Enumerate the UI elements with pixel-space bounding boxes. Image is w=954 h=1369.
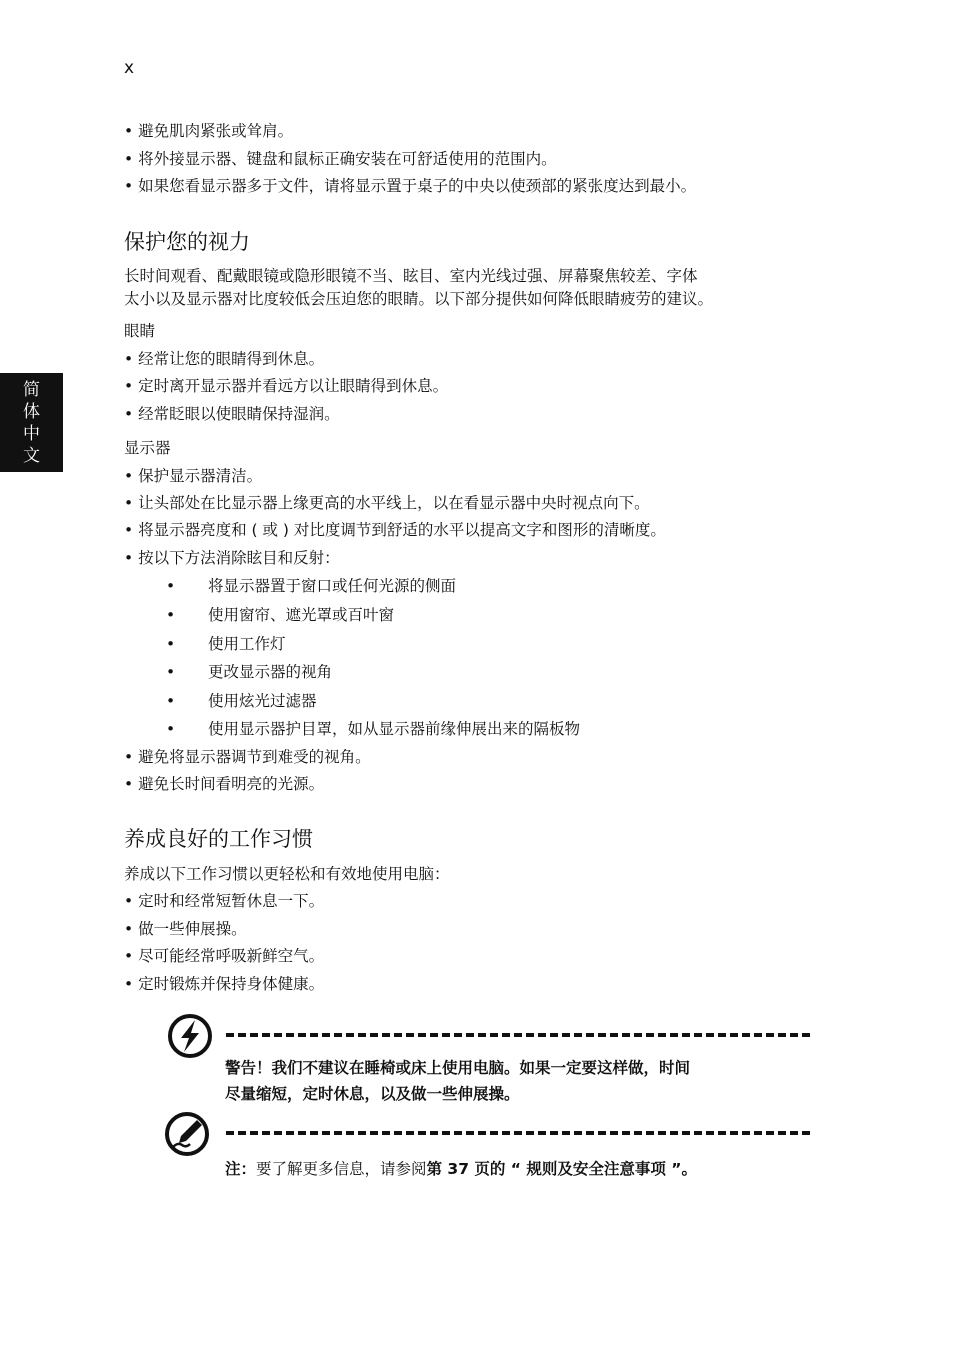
note-body: 要了解更多信息，请参阅 — [256, 1160, 427, 1178]
warning-text-line: 尽量缩短，定时休息，以及做一些伸展操。 — [225, 1085, 520, 1103]
section-heading-vision: 保护您的视力 — [124, 230, 250, 254]
subheading-eyes: 眼睛 — [124, 322, 156, 340]
list-item: • 做一些伸展操。 — [124, 919, 247, 939]
language-side-tab — [0, 373, 63, 472]
divider — [226, 1033, 810, 1037]
list-item: • 按以下方法消除眩目和反射： — [124, 548, 340, 568]
habits-intro: 养成以下工作习惯以更轻松和有效地使用电脑： — [124, 865, 450, 883]
side-tab-char: 体 — [23, 401, 40, 422]
sub-list-text: 将显示器置于窗口或任何光源的侧面 — [208, 577, 457, 595]
sub-list-text: 使用炫光过滤器 — [208, 692, 317, 710]
side-tab-char: 文 — [23, 445, 40, 466]
list-item: • 经常让您的眼睛得到休息。 — [124, 349, 324, 369]
note-prefix: 注： — [225, 1160, 257, 1178]
list-item: • 避免将显示器调节到难受的视角。 — [124, 747, 371, 767]
list-item: • 让头部处在比显示器上缘更高的水平线上，以在看显示器中央时视点向下。 — [124, 493, 650, 513]
list-item: • 经常眨眼以使眼睛保持湿润。 — [124, 404, 340, 424]
note-pen-icon — [164, 1111, 210, 1157]
list-item: • 定时离开显示器并看远方以让眼睛得到休息。 — [124, 376, 448, 396]
sub-list-text: 使用工作灯 — [208, 635, 286, 653]
paragraph-line: 太小以及显示器对比度较低会压迫您的眼睛。以下部分提供如何降低眼睛疲劳的建议。 — [124, 290, 714, 308]
sub-list-text: 更改显示器的视角 — [208, 663, 333, 681]
list-item: • 尽可能经常呼吸新鲜空气。 — [124, 946, 324, 966]
subheading-display: 显示器 — [124, 439, 171, 457]
warning-text-line: 警告！我们不建议在睡椅或床上使用电脑。如果一定要这样做，时间 — [225, 1059, 691, 1077]
list-item: • 将显示器亮度和 ( 或 ) 对比度调节到舒适的水平以提高文字和图形的清晰度。 — [124, 520, 666, 540]
section-heading-habits: 养成良好的工作习惯 — [124, 827, 313, 851]
side-tab-char: 简 — [23, 379, 40, 400]
sub-list-text: 使用窗帘、遮光罩或百叶窗 — [208, 606, 395, 624]
list-item: • 避免肌肉紧张或耸肩。 — [124, 121, 293, 141]
side-tab-char: 中 — [23, 423, 40, 444]
sub-list-text: 使用显示器护目罩，如从显示器前缘伸展出来的隔板物 — [208, 720, 581, 738]
paragraph-line: 长时间观看、配戴眼镜或隐形眼镜不当、眩目、室内光线过强、屏幕聚焦较差、字体 — [124, 267, 698, 285]
list-item: • 保护显示器清洁。 — [124, 466, 262, 486]
list-item: • 定时锻炼并保持身体健康。 — [124, 974, 324, 994]
note-text — [225, 1156, 697, 1182]
divider — [226, 1131, 810, 1135]
lightning-warning-icon — [167, 1013, 213, 1059]
list-item: • 将外接显示器、键盘和鼠标正确安装在可舒适使用的范围内。 — [124, 149, 557, 169]
note-reference-link[interactable]: 第 37 页的 “ 规则及安全注意事项 ”。 — [426, 1160, 697, 1178]
list-item: • 如果您看显示器多于文件，请将显示置于桌子的中央以使颈部的紧张度达到最小。 — [124, 176, 696, 196]
page-number: x — [124, 58, 135, 78]
list-item: • 定时和经常短暂休息一下。 — [124, 891, 324, 911]
list-item: • 避免长时间看明亮的光源。 — [124, 774, 324, 794]
